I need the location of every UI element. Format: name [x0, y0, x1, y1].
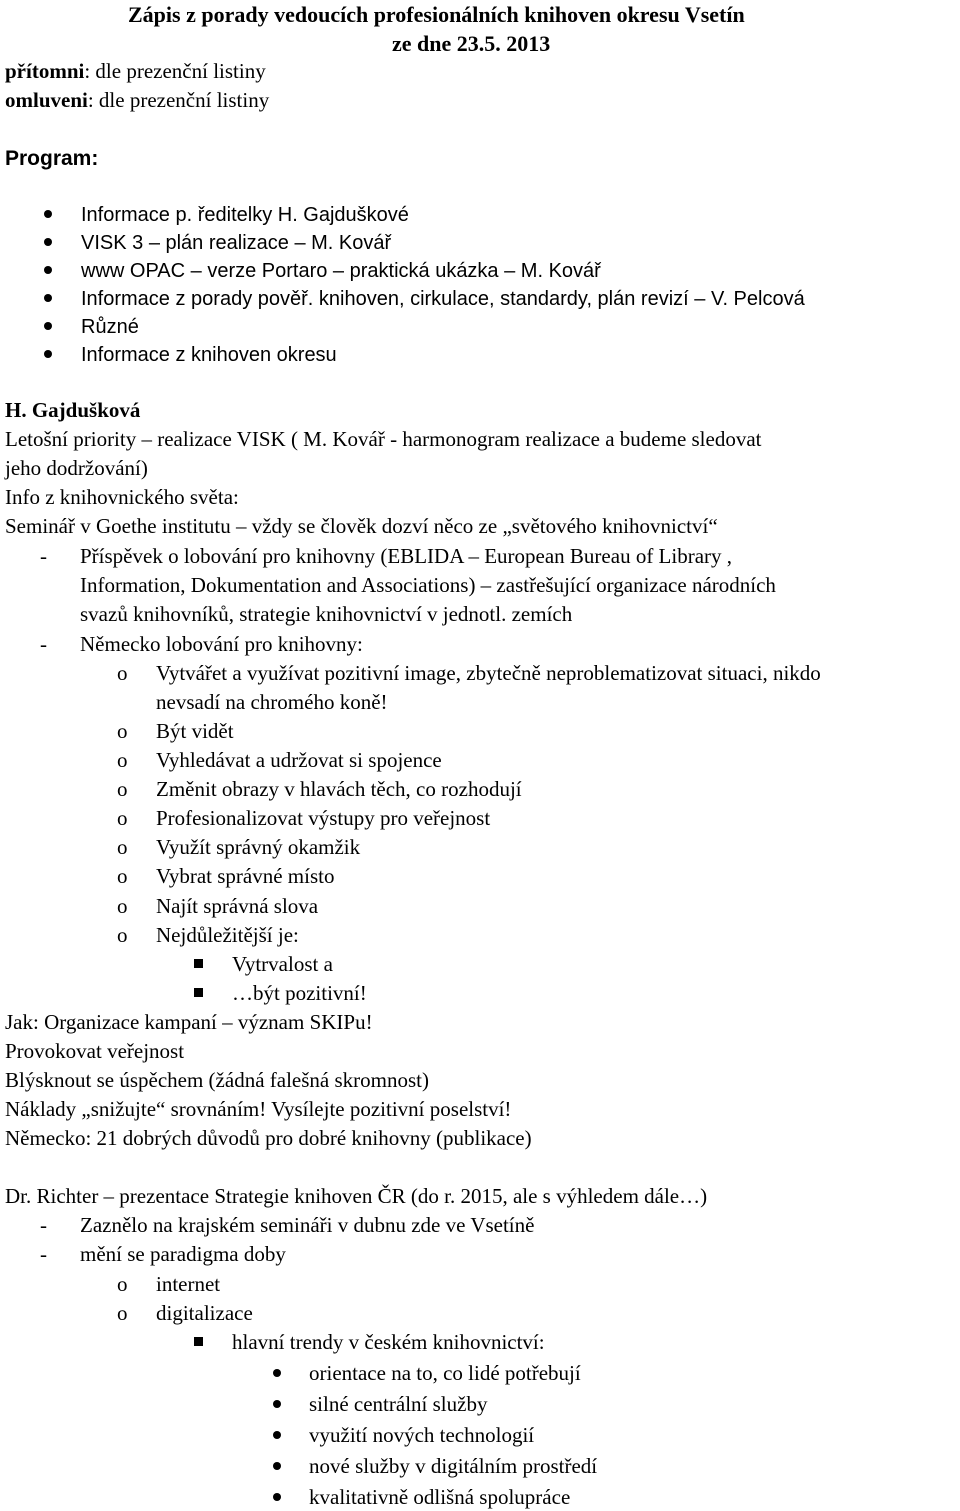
bullet-icon	[44, 210, 52, 218]
square-item: hlavní trendy v českém knihovnictví:	[232, 1330, 545, 1354]
o-item: Vybrat správné místo	[156, 864, 335, 888]
o-marker: o	[117, 864, 128, 888]
o-marker: o	[117, 1301, 128, 1325]
o-marker: o	[117, 661, 128, 685]
paragraph-line: jeho dodržování)	[5, 456, 148, 480]
program-item: Informace z knihoven okresu	[81, 344, 337, 366]
o-item: Vytvářet a využívat pozitivní image, zbytečně neproblematizovat situaci, nikdo	[156, 661, 821, 685]
bullet-icon	[44, 350, 52, 358]
bullet-icon	[273, 1431, 281, 1439]
closing-line: Provokovat veřejnost	[5, 1039, 185, 1063]
o-item: digitalizace	[156, 1301, 253, 1325]
o-item-cont: nevsadí na chromého koně!	[156, 690, 388, 714]
square-bullet-icon	[194, 1337, 203, 1346]
present-value: : dle prezenční listiny	[84, 59, 266, 83]
o-item: Využít správný okamžik	[156, 835, 361, 859]
program-item: Informace z porady pověř. knihoven, cirkulace, standardy, plán revizí – V. Pelcová	[81, 288, 805, 310]
o-item: Najít správná slova	[156, 894, 319, 918]
dash-item: mění se paradigma doby	[80, 1242, 286, 1266]
o-marker: o	[117, 835, 128, 859]
dash-item-cont: Information, Dokumentation and Associations) – zastřešující organizace národních	[80, 573, 776, 597]
excused-value: : dle prezenční listiny	[87, 88, 270, 112]
dash-item-cont: svazů knihovníků, strategie knihovnictví v jednotl. zemích	[80, 602, 573, 626]
square-bullet-icon	[194, 988, 203, 997]
closing-line: Jak: Organizace kampaní – význam SKIPu!	[5, 1010, 373, 1034]
dash-marker: -	[40, 1242, 47, 1266]
closing-line: Náklady „snižujte“ srovnáním! Vysílejte pozitivní poselství!	[5, 1097, 512, 1121]
bullet-icon	[273, 1493, 281, 1501]
o-item: Vyhledávat a udržovat si spojence	[156, 748, 442, 772]
bullet-icon	[44, 238, 52, 246]
program-item: VISK 3 – plán realizace – M. Kovář	[81, 232, 392, 254]
section-heading-richter: Dr. Richter – prezentace Strategie knihoven ČR (do r. 2015, ale s výhledem dále…)	[5, 1184, 708, 1208]
program-item: Informace p. ředitelky H. Gajduškové	[81, 204, 409, 226]
o-item: Profesionalizovat výstupy pro veřejnost	[156, 806, 491, 830]
o-item: Být vidět	[156, 719, 234, 743]
o-marker: o	[117, 777, 128, 801]
trend-item: nové služby v digitálním prostředí	[309, 1454, 598, 1478]
bullet-icon	[273, 1369, 281, 1377]
paragraph-line: Info z knihovnického světa:	[5, 485, 239, 509]
dash-marker: -	[40, 632, 47, 656]
square-bullet-icon	[194, 959, 203, 968]
o-marker: o	[117, 748, 128, 772]
dash-item: Zaznělo na krajském semináři v dubnu zde ve Vsetíně	[80, 1213, 535, 1237]
program-item: www OPAC – verze Portaro – praktická ukázka – M. Kovář	[81, 260, 601, 282]
document-title: Zápis z porady vedoucích profesionálních knihoven okresu Vsetín	[128, 2, 745, 27]
bullet-icon	[273, 1400, 281, 1408]
dash-item: Německo lobování pro knihovny:	[80, 632, 363, 656]
bullet-icon	[44, 322, 52, 330]
paragraph-line: Seminář v Goethe institutu – vždy se člověk dozví něco ze „světového knihovnictví“	[5, 514, 718, 538]
program-item: Různé	[81, 316, 139, 338]
o-item: Nejdůležitější je:	[156, 923, 299, 947]
excused-line	[5, 90, 269, 111]
bullet-icon	[44, 266, 52, 274]
o-item: internet	[156, 1272, 221, 1296]
trend-item: využití nových technologií	[309, 1423, 535, 1447]
present-line	[5, 61, 266, 82]
bullet-icon	[273, 1462, 281, 1470]
section-heading-gajduskova: H. Gajdušková	[5, 398, 141, 422]
bullet-icon	[44, 294, 52, 302]
square-item: …být pozitivní!	[232, 981, 367, 1005]
trend-item: kvalitativně odlišná spolupráce	[309, 1485, 571, 1509]
closing-line: Blýsknout se úspěchem (žádná falešná skromnost)	[5, 1068, 429, 1092]
excused-label: omluveni	[5, 88, 88, 112]
o-item: Změnit obrazy v hlavách těch, co rozhodují	[156, 777, 522, 801]
dash-marker: -	[40, 1213, 47, 1237]
square-item: Vytrvalost a	[232, 952, 333, 976]
program-heading: Program:	[5, 147, 99, 170]
present-label: přítomni	[5, 59, 85, 83]
o-marker: o	[117, 806, 128, 830]
closing-line: Německo: 21 dobrých důvodů pro dobré knihovny (publikace)	[5, 1126, 532, 1150]
trend-item: silné centrální služby	[309, 1392, 488, 1416]
dash-marker: -	[40, 544, 47, 568]
dash-item: Příspěvek o lobování pro knihovny (EBLIDA – European Bureau of Library ,	[80, 544, 733, 568]
o-marker: o	[117, 1272, 128, 1296]
o-marker: o	[117, 719, 128, 743]
paragraph-line: Letošní priority – realizace VISK ( M. Kovář - harmonogram realizace a budeme sledovat	[5, 427, 762, 451]
document-date: ze dne 23.5. 2013	[392, 31, 551, 56]
trend-item: orientace na to, co lidé potřebují	[309, 1361, 581, 1385]
o-marker: o	[117, 923, 128, 947]
o-marker: o	[117, 894, 128, 918]
